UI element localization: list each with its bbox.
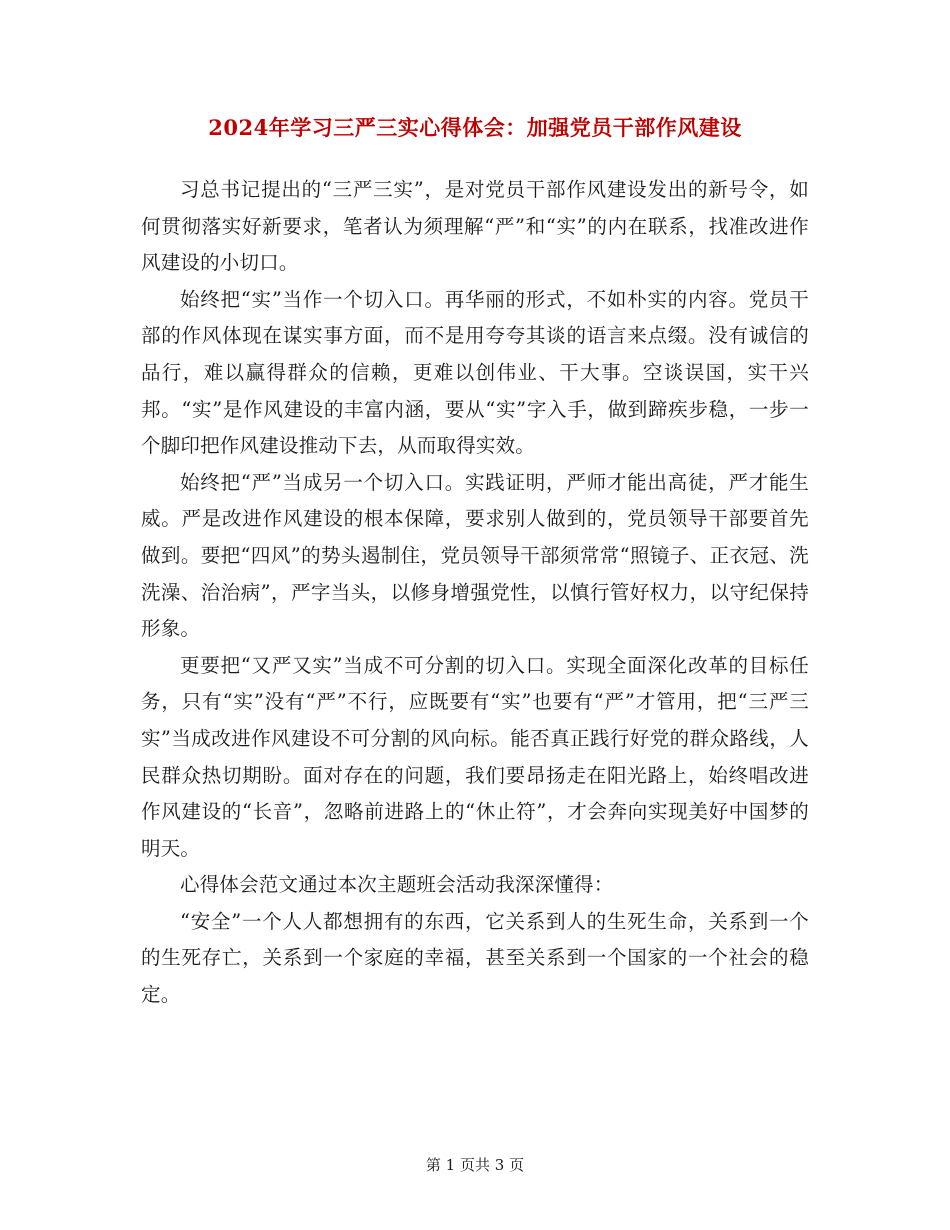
paragraph-intro: 习总书记提出的“三严三实”，是对党员干部作风建设发出的新号令，如何贯彻落实好新要求，笔者认为须理解“严”和“实”的内在联系，找准改进作风建设的小切口。 (141, 178, 809, 275)
paragraph-anquan: “安全”一个人人都想拥有的东西，它关系到人的生死生命，关系到一个的生死存亡，关系到一个家庭的幸福，甚至关系到一个国家的一个社会的稳定。 (141, 909, 809, 1007)
page-number-footer: 第 1 页共 3 页 (425, 1156, 525, 1174)
document-body (141, 172, 809, 1014)
paragraph-yan-shi: 更要把“又严又实”当成不可分割的切入口。实现全面深化改革的目标任务，只有“实”没有“严”不行，应既要有“实”也要有“严”才管用，把“三严三实”当成改进作风建设不可分割的风向标。能否真正践行好党的群众路线，人民群众热切期盼。面对存在的问题，我们要昂扬走在阳光路上，始终唱改进作风建设的“长音”，忽略前进路上的“休止符”，才会奔向实现美好中国梦的明天。 (141, 653, 809, 860)
document-title: 2024年学习三严三实心得体会：加强党员干部作风建设 (208, 115, 742, 140)
paragraph-shi: 始终把“实”当作一个切入口。再华丽的形式，不如朴实的内容。党员干部的作风体现在谋实事方面，而不是用夸夸其谈的语言来点缀。没有诚信的品行，难以赢得群众的信赖，更难以创伟业、干大事。空谈误国，实干兴邦。“实”是作风建设的丰富内涵，要从“实”字入手，做到蹄疾步稳，一步一个脚印把作风建设推动下去，从而取得实效。 (141, 287, 809, 458)
paragraph-yan: 始终把“严”当成另一个切入口。实践证明，严师才能出高徒，严才能生威。严是改进作风建设的根本保障，要求别人做到的，党员领导干部要首先做到。要把“四风”的势头遏制住，党员领导干部须常常“照镜子、正衣冠、洗洗澡、治治病”，严字当头，以修身增强党性，以慎行管好权力，以守纪保持形象。 (141, 470, 809, 641)
paragraph-xinde: 心得体会范文通过本次主题班会活动我深深懂得： (180, 873, 614, 897)
